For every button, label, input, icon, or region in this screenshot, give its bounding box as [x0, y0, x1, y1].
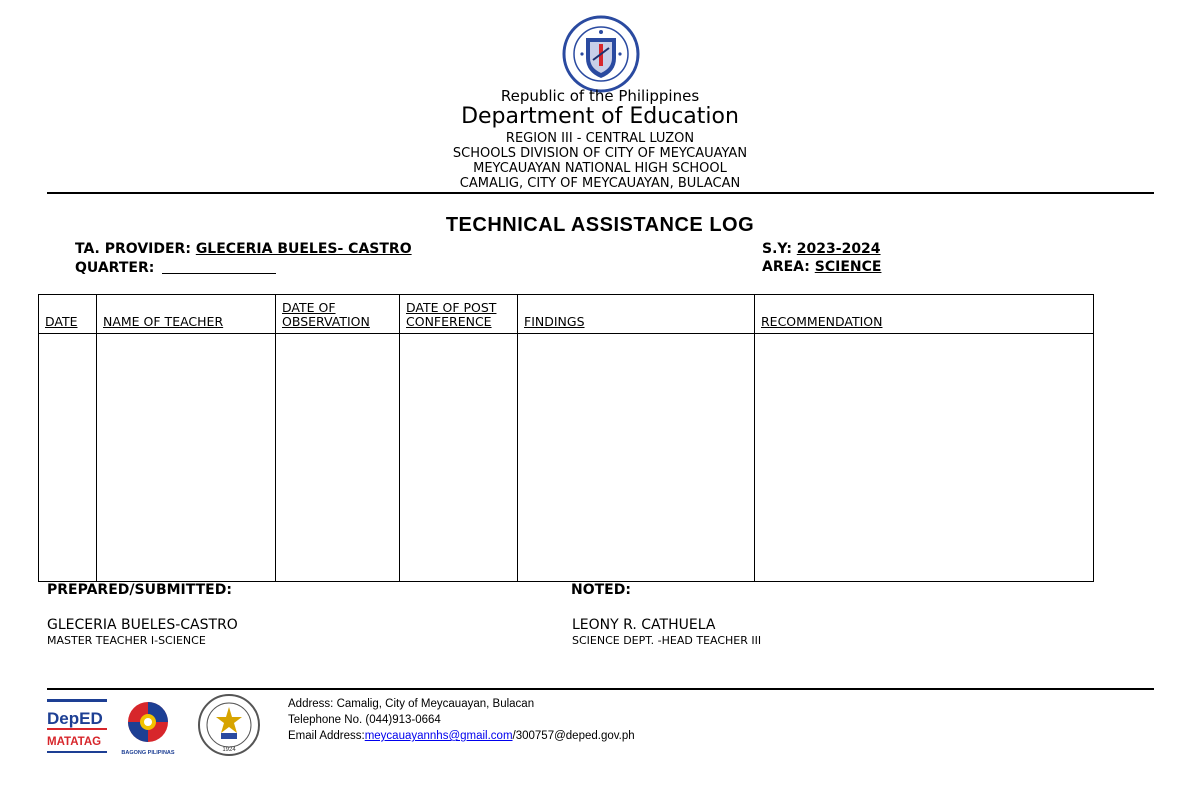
header-divider — [47, 192, 1154, 194]
cell-date-of-observation[interactable] — [276, 334, 400, 582]
school-line: MEYCAUAYAN NATIONAL HIGH SCHOOL — [473, 161, 727, 176]
footer-telephone: Telephone No. (044)913-0664 — [288, 714, 441, 726]
column-header-date-of-post-conference: DATE OF POST CONFERENCE — [400, 295, 518, 334]
footer-email-label: Email Address: — [288, 730, 365, 742]
matatag-logo-text: MATATAG — [47, 736, 102, 748]
cell-name-of-teacher[interactable] — [97, 334, 276, 582]
ta-provider-value: GLECERIA BUELES- CASTRO — [195, 241, 412, 257]
footer-address: Address: Camalig, City of Meycauayan, Bulacan — [288, 698, 535, 710]
school-address-line: CAMALIG, CITY OF MEYCAUAYAN, BULACAN — [459, 176, 741, 191]
footer-divider — [47, 688, 1154, 690]
area-field — [762, 259, 881, 275]
area-value: SCIENCE — [814, 259, 882, 275]
ta-provider-label: TA. PROVIDER: — [75, 241, 191, 257]
cell-date-of-post-conference[interactable] — [400, 334, 518, 582]
republic-heading: Republic of the Philippines — [500, 87, 700, 105]
deped-logo-text: DepED — [47, 709, 103, 728]
school-seal-year: 1924 — [222, 747, 236, 753]
area-label: AREA: — [762, 259, 810, 275]
form-title: TECHNICAL ASSISTANCE LOG — [445, 214, 755, 236]
technical-assistance-table — [38, 294, 1094, 582]
quarter-label: QUARTER: — [75, 260, 155, 276]
cell-recommendation[interactable] — [755, 334, 1094, 582]
column-header-date-of-observation: DATE OF OBSERVATION — [276, 295, 400, 334]
column-header-recommendation: RECOMMENDATION — [755, 295, 1094, 334]
column-header-date: DATE — [39, 295, 97, 334]
quarter-blank[interactable] — [162, 259, 276, 274]
ta-provider-field — [75, 241, 412, 257]
region-line: REGION III - CENTRAL LUZON — [505, 131, 695, 146]
cell-date[interactable] — [39, 334, 97, 582]
cell-findings[interactable] — [518, 334, 755, 582]
table-header-row — [39, 295, 1094, 334]
school-year-label: S.Y: — [762, 241, 792, 257]
table-row — [39, 334, 1094, 582]
noted-name: LEONY R. CATHUELA — [572, 617, 716, 633]
noted-position: SCIENCE DEPT. -HEAD TEACHER III — [572, 634, 762, 647]
email-link[interactable]: meycauayannhs@gmail.com — [364, 730, 513, 742]
division-line: SCHOOLS DIVISION OF CITY OF MEYCAUAYAN — [452, 146, 748, 161]
deped-seal-logo — [562, 14, 640, 94]
bagong-pilipinas-text: BAGONG PILIPINAS — [121, 750, 175, 756]
column-header-name-of-teacher: NAME OF TEACHER — [97, 295, 276, 334]
department-heading: Department of Education — [461, 104, 739, 129]
column-header-findings: FINDINGS — [518, 295, 755, 334]
school-seal-logo — [188, 693, 270, 757]
footer-email-rest: /300757@deped.gov.ph — [512, 730, 635, 742]
quarter-field — [75, 259, 276, 276]
prepared-position: MASTER TEACHER I-SCIENCE — [47, 634, 206, 647]
prepared-name: GLECERIA BUELES-CASTRO — [47, 617, 238, 633]
prepared-label: PREPARED/SUBMITTED: — [47, 582, 232, 598]
footer-email — [288, 730, 635, 742]
school-year-field — [762, 241, 881, 257]
noted-label: NOTED: — [571, 582, 631, 598]
bagong-pilipinas-logo — [117, 697, 179, 759]
deped-matatag-logo — [45, 698, 109, 760]
school-year-value: 2023-2024 — [796, 241, 881, 257]
